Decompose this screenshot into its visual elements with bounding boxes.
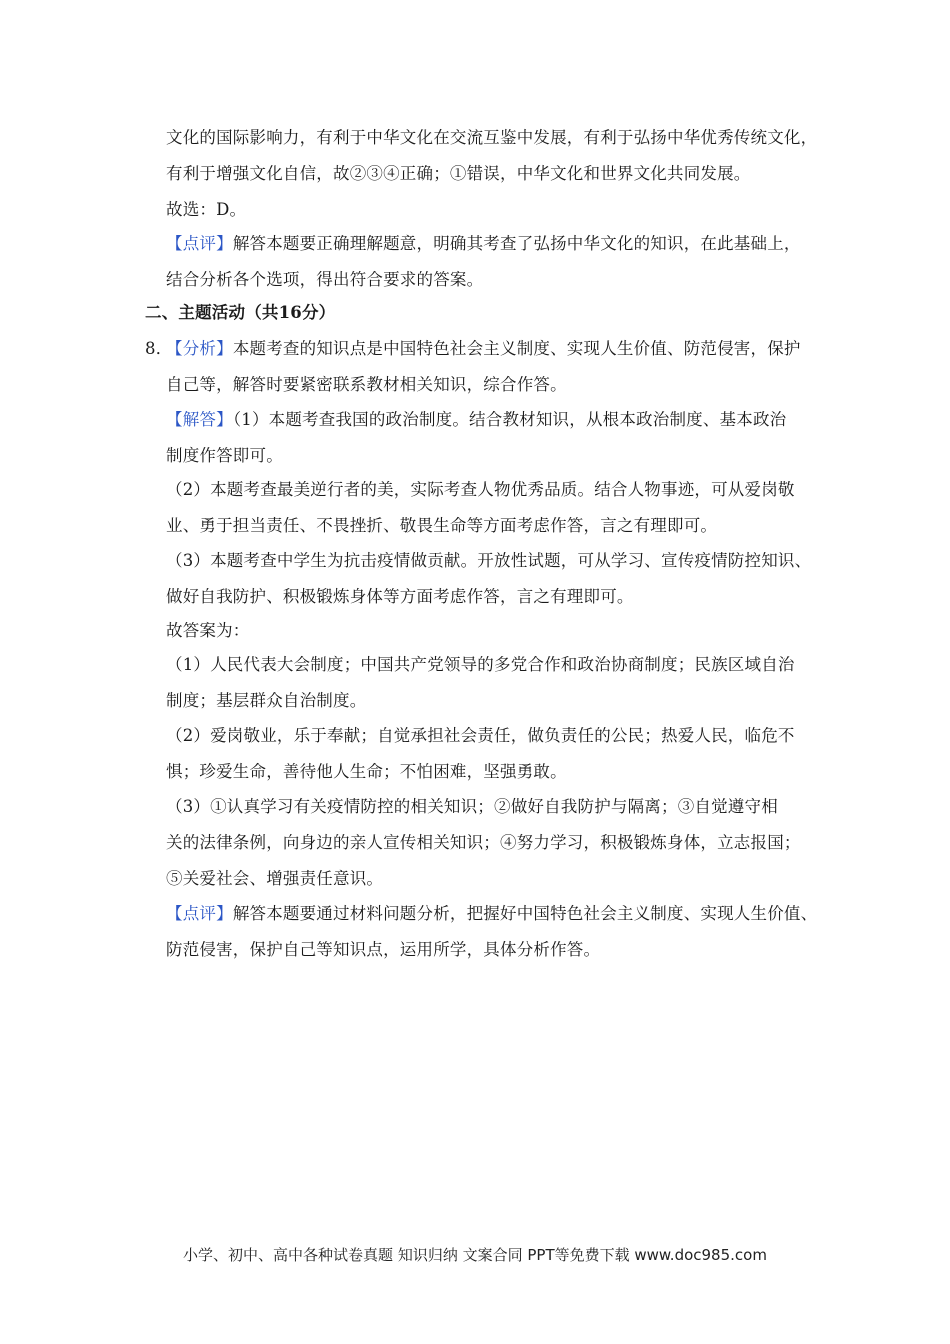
text-line: ⑤关爱社会、增强责任意识。 [166, 869, 384, 888]
analysis-tag: 【分析】 [166, 339, 233, 358]
text-line: （1）人民代表大会制度；中国共产党领导的多党合作和政治协商制度；民族区域自治 [166, 655, 795, 674]
text-line: （2）本题考查最美逆行者的美，实际考查人物优秀品质。结合人物事迹，可从爱岗敬 [166, 480, 795, 499]
text-line: 文化的国际影响力，有利于中华文化在交流互鉴中发展，有利于弘扬中华优秀传统文化， [166, 128, 818, 147]
answer-line [166, 409, 786, 431]
page-footer: 小学、初中、高中各种试卷真题 知识归纳 文案合同 PPT等免费下载 www.doc985.com [183, 1246, 767, 1264]
text-line: 自己等，解答时要紧密联系教材相关知识，综合作答。 [166, 375, 567, 394]
comment-line [166, 233, 801, 255]
text-line: 故答案为： [166, 621, 250, 640]
text-line: 故选：D。 [166, 200, 247, 219]
text-line: （3）本题考查中学生为抗击疫情做贡献。开放性试题，可从学习、宣传疫情防控知识、 [166, 551, 812, 570]
comment-text: 解答本题要通过材料问题分析，把握好中国特色社会主义制度、实现人生价值、 [232, 904, 818, 923]
comment-line [166, 903, 817, 925]
text-line: 制度作答即可。 [166, 446, 283, 465]
text-line: 制度；基层群众自治制度。 [166, 691, 367, 710]
text-line: 防范侵害，保护自己等知识点，运用所学，具体分析作答。 [166, 940, 601, 959]
analysis-text: 本题考查的知识点是中国特色社会主义制度、实现人生价值、防范侵害，保护 [232, 339, 801, 358]
text-line: （2）爱岗敬业，乐于奉献；自觉承担社会责任，做负责任的公民；热爱人民，临危不 [166, 726, 795, 745]
text-line: 结合分析各个选项，得出符合要求的答案。 [166, 270, 484, 289]
comment-tag: 【点评】 [166, 234, 233, 253]
answer-tag: 【解答】 [166, 410, 233, 429]
text-line: 有利于增强文化自信，故②③④正确；①错误，中华文化和世界文化共同发展。 [166, 164, 751, 183]
analysis-line [166, 338, 801, 360]
text-line: 做好自我防护、积极锻炼身体等方面考虑作答，言之有理即可。 [166, 587, 634, 606]
text-line: （3）①认真学习有关疫情防控的相关知识；②做好自我防护与隔离；③自觉遵守相 [166, 797, 778, 816]
text-line: 惧；珍爱生命，善待他人生命；不怕困难，坚强勇敢。 [166, 762, 567, 781]
text-line: 关的法律条例，向身边的亲人宣传相关知识；④努力学习，积极锻炼身体，立志报国； [166, 833, 801, 852]
comment-tag: 【点评】 [166, 904, 233, 923]
section-heading: 二、主题活动（共16分） [145, 303, 336, 322]
question-number: 8． [145, 339, 173, 358]
comment-text: 解答本题要正确理解题意，明确其考查了弘扬中华文化的知识，在此基础上， [232, 234, 801, 253]
answer-text: （1）本题考查我国的政治制度。结合教材知识，从根本政治制度、基本政治 [232, 410, 787, 429]
text-line: 业、勇于担当责任、不畏挫折、敬畏生命等方面考虑作答，言之有理即可。 [166, 516, 718, 535]
